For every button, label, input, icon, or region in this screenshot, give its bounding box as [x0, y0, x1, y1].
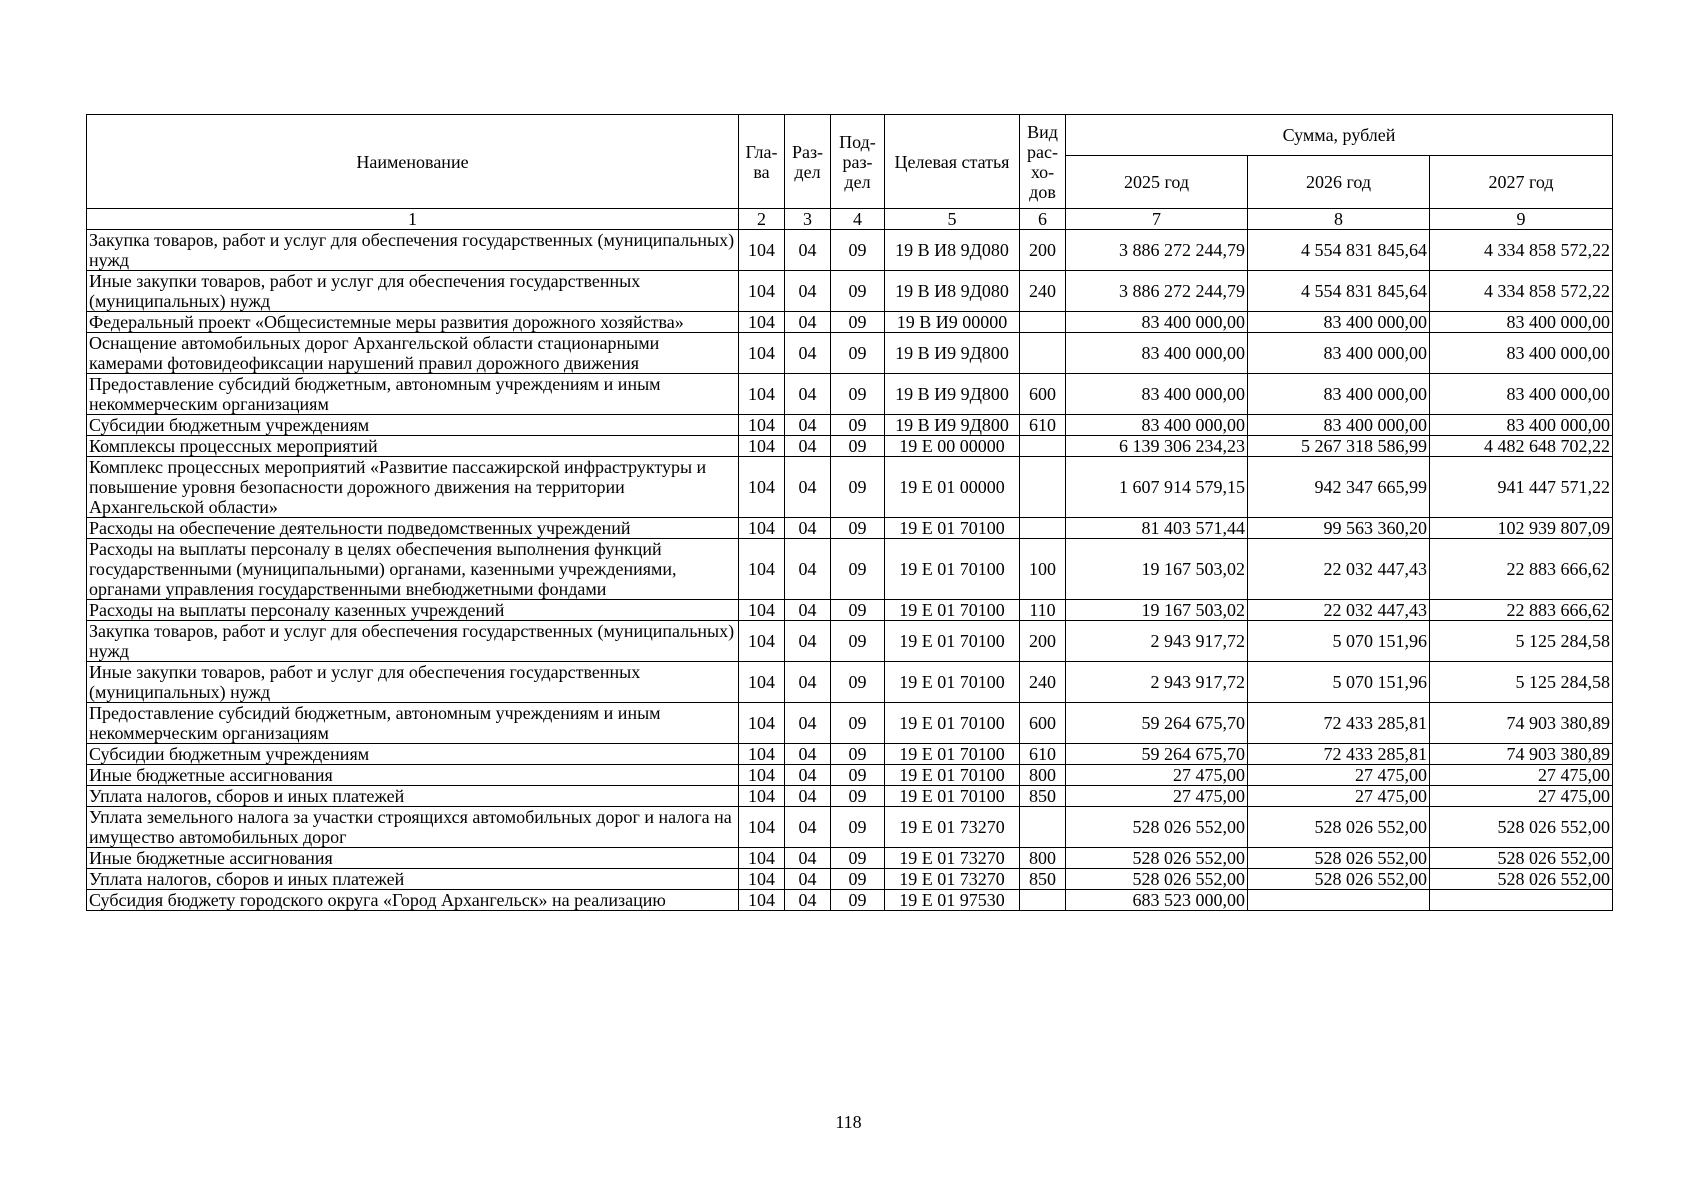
- table-row: [87, 786, 1613, 807]
- table-row: [87, 539, 1613, 600]
- cell-podrazdel: 09: [831, 703, 885, 744]
- cell-amount-2026: 27 475,00: [1248, 786, 1430, 807]
- cell-name: Оснащение автомобильных дорог Архангельской области стационарными камерами фотовидеофиксации нарушений правил дорожного движения: [87, 333, 739, 374]
- cell-podrazdel: 09: [831, 621, 885, 662]
- cell-glava: 104: [739, 869, 785, 890]
- cell-vid: 800: [1020, 765, 1066, 786]
- cell-razdel: 04: [785, 786, 831, 807]
- table-row: [87, 744, 1613, 765]
- cell-glava: 104: [739, 621, 785, 662]
- cell-glava: 104: [739, 765, 785, 786]
- cell-amount-2027: 5 125 284,58: [1430, 662, 1613, 703]
- cell-razdel: 04: [785, 621, 831, 662]
- cell-vid: [1020, 518, 1066, 539]
- cell-amount-2026: 942 347 665,99: [1248, 457, 1430, 518]
- cell-vid: 610: [1020, 415, 1066, 436]
- cell-glava: 104: [739, 539, 785, 600]
- cell-amount-2027: 941 447 571,22: [1430, 457, 1613, 518]
- cell-amount-2025: 528 026 552,00: [1066, 848, 1248, 869]
- cell-vid: 610: [1020, 744, 1066, 765]
- table-row: [87, 807, 1613, 848]
- cell-razdel: 04: [785, 518, 831, 539]
- cell-amount-2025: 27 475,00: [1066, 765, 1248, 786]
- cell-amount-2025: 3 886 272 244,79: [1066, 271, 1248, 312]
- column-number: 7: [1066, 209, 1248, 230]
- table-row: [87, 374, 1613, 415]
- cell-name: Уплата налогов, сборов и иных платежей: [87, 869, 739, 890]
- cell-vid: 200: [1020, 621, 1066, 662]
- column-number: 2: [739, 209, 785, 230]
- cell-amount-2025: 19 167 503,02: [1066, 539, 1248, 600]
- cell-statya: 19 В И8 9Д080: [885, 271, 1020, 312]
- cell-glava: 104: [739, 457, 785, 518]
- cell-name: Расходы на выплаты персоналу казенных учреждений: [87, 600, 739, 621]
- cell-amount-2026: 5 070 151,96: [1248, 662, 1430, 703]
- cell-amount-2026: 83 400 000,00: [1248, 415, 1430, 436]
- cell-statya: 19 Е 01 73270: [885, 848, 1020, 869]
- cell-podrazdel: 09: [831, 848, 885, 869]
- cell-glava: 104: [739, 374, 785, 415]
- cell-statya: 19 Е 01 70100: [885, 786, 1020, 807]
- cell-razdel: 04: [785, 600, 831, 621]
- cell-amount-2025: 59 264 675,70: [1066, 703, 1248, 744]
- cell-glava: 104: [739, 518, 785, 539]
- table-row: [87, 869, 1613, 890]
- cell-glava: 104: [739, 662, 785, 703]
- header-podrazdel: Под-раз-дел: [831, 115, 885, 209]
- column-number: 8: [1248, 209, 1430, 230]
- cell-razdel: 04: [785, 807, 831, 848]
- table-body: [87, 209, 1613, 911]
- cell-razdel: 04: [785, 539, 831, 600]
- cell-razdel: 04: [785, 703, 831, 744]
- header-glava: Гла-ва: [739, 115, 785, 209]
- cell-glava: 104: [739, 333, 785, 374]
- cell-amount-2027: 74 903 380,89: [1430, 703, 1613, 744]
- cell-vid: [1020, 807, 1066, 848]
- cell-amount-2025: 2 943 917,72: [1066, 662, 1248, 703]
- cell-amount-2027: 528 026 552,00: [1430, 848, 1613, 869]
- cell-podrazdel: 09: [831, 662, 885, 703]
- cell-amount-2025: 81 403 571,44: [1066, 518, 1248, 539]
- cell-glava: 104: [739, 703, 785, 744]
- cell-vid: 240: [1020, 271, 1066, 312]
- cell-amount-2025: 19 167 503,02: [1066, 600, 1248, 621]
- table-row: [87, 662, 1613, 703]
- cell-name: Субсидии бюджетным учреждениям: [87, 744, 739, 765]
- cell-name: Федеральный проект «Общесистемные меры развития дорожного хозяйства»: [87, 312, 739, 333]
- table-row: [87, 415, 1613, 436]
- cell-vid: 100: [1020, 539, 1066, 600]
- cell-name: Уплата земельного налога за участки строящихся автомобильных дорог и налога на имущество автомобильных дорог: [87, 807, 739, 848]
- cell-amount-2025: 3 886 272 244,79: [1066, 230, 1248, 271]
- cell-podrazdel: 09: [831, 539, 885, 600]
- cell-amount-2025: 6 139 306 234,23: [1066, 436, 1248, 457]
- cell-amount-2026: 4 554 831 845,64: [1248, 271, 1430, 312]
- table-row: [87, 600, 1613, 621]
- cell-glava: 104: [739, 271, 785, 312]
- cell-podrazdel: 09: [831, 890, 885, 911]
- table-row: [87, 333, 1613, 374]
- cell-statya: 19 Е 01 70100: [885, 744, 1020, 765]
- cell-glava: 104: [739, 312, 785, 333]
- cell-vid: 800: [1020, 848, 1066, 869]
- cell-vid: 850: [1020, 786, 1066, 807]
- table-row: [87, 703, 1613, 744]
- header-year-2026: 2026 год: [1248, 156, 1430, 209]
- cell-podrazdel: 09: [831, 518, 885, 539]
- cell-amount-2026: 5 267 318 586,99: [1248, 436, 1430, 457]
- cell-glava: 104: [739, 230, 785, 271]
- cell-name: Иные бюджетные ассигнования: [87, 765, 739, 786]
- cell-amount-2025: 83 400 000,00: [1066, 415, 1248, 436]
- cell-podrazdel: 09: [831, 457, 885, 518]
- cell-amount-2025: 1 607 914 579,15: [1066, 457, 1248, 518]
- cell-vid: 240: [1020, 662, 1066, 703]
- table-row: [87, 271, 1613, 312]
- cell-statya: 19 В И9 9Д800: [885, 374, 1020, 415]
- cell-amount-2026: 99 563 360,20: [1248, 518, 1430, 539]
- cell-amount-2025: 83 400 000,00: [1066, 374, 1248, 415]
- cell-name: Иные закупки товаров, работ и услуг для обеспечения государственных (муниципальных) нужд: [87, 662, 739, 703]
- cell-podrazdel: 09: [831, 436, 885, 457]
- cell-podrazdel: 09: [831, 786, 885, 807]
- column-number-row: [87, 209, 1613, 230]
- cell-razdel: 04: [785, 374, 831, 415]
- header-year-2027: 2027 год: [1430, 156, 1613, 209]
- cell-name: Уплата налогов, сборов и иных платежей: [87, 786, 739, 807]
- cell-name: Закупка товаров, работ и услуг для обеспечения государственных (муниципальных) нужд: [87, 621, 739, 662]
- cell-podrazdel: 09: [831, 333, 885, 374]
- cell-vid: 600: [1020, 374, 1066, 415]
- cell-statya: 19 Е 01 70100: [885, 600, 1020, 621]
- cell-podrazdel: 09: [831, 600, 885, 621]
- cell-vid: [1020, 312, 1066, 333]
- cell-name: Предоставление субсидий бюджетным, автономным учреждениям и иным некоммерческим организациям: [87, 703, 739, 744]
- cell-name: Субсидия бюджету городского округа «Город Архангельск» на реализацию: [87, 890, 739, 911]
- cell-razdel: 04: [785, 312, 831, 333]
- cell-statya: 19 Е 01 70100: [885, 703, 1020, 744]
- cell-podrazdel: 09: [831, 374, 885, 415]
- cell-amount-2027: [1430, 890, 1613, 911]
- cell-amount-2026: 83 400 000,00: [1248, 333, 1430, 374]
- cell-razdel: 04: [785, 457, 831, 518]
- column-number: 3: [785, 209, 831, 230]
- cell-amount-2027: 528 026 552,00: [1430, 807, 1613, 848]
- cell-podrazdel: 09: [831, 312, 885, 333]
- cell-razdel: 04: [785, 744, 831, 765]
- cell-razdel: 04: [785, 271, 831, 312]
- header-name: Наименование: [87, 115, 739, 209]
- cell-razdel: 04: [785, 333, 831, 374]
- cell-amount-2027: 74 903 380,89: [1430, 744, 1613, 765]
- cell-statya: 19 В И9 00000: [885, 312, 1020, 333]
- cell-statya: 19 Е 01 73270: [885, 807, 1020, 848]
- cell-amount-2026: 5 070 151,96: [1248, 621, 1430, 662]
- cell-amount-2027: 528 026 552,00: [1430, 869, 1613, 890]
- cell-amount-2025: 528 026 552,00: [1066, 869, 1248, 890]
- cell-statya: 19 Е 01 00000: [885, 457, 1020, 518]
- header-vid: Вид рас-хо-дов: [1020, 115, 1066, 209]
- column-number: 4: [831, 209, 885, 230]
- cell-amount-2026: 72 433 285,81: [1248, 703, 1430, 744]
- cell-glava: 104: [739, 436, 785, 457]
- cell-vid: [1020, 890, 1066, 911]
- cell-razdel: 04: [785, 436, 831, 457]
- table-row: [87, 621, 1613, 662]
- cell-glava: 104: [739, 848, 785, 869]
- column-number: 1: [87, 209, 739, 230]
- cell-vid: 850: [1020, 869, 1066, 890]
- cell-name: Субсидии бюджетным учреждениям: [87, 415, 739, 436]
- cell-amount-2027: 22 883 666,62: [1430, 539, 1613, 600]
- cell-razdel: 04: [785, 848, 831, 869]
- cell-amount-2026: [1248, 890, 1430, 911]
- cell-amount-2027: 4 334 858 572,22: [1430, 230, 1613, 271]
- cell-glava: 104: [739, 786, 785, 807]
- cell-name: Расходы на выплаты персоналу в целях обеспечения выполнения функций государственными (муниципальными) органами, казенными учреждениями, органами управления государственными внебюджетными фондами: [87, 539, 739, 600]
- table-row: [87, 765, 1613, 786]
- cell-amount-2027: 27 475,00: [1430, 765, 1613, 786]
- cell-glava: 104: [739, 807, 785, 848]
- cell-amount-2025: 27 475,00: [1066, 786, 1248, 807]
- table-row: [87, 230, 1613, 271]
- cell-statya: 19 Е 01 70100: [885, 662, 1020, 703]
- table-row: [87, 457, 1613, 518]
- column-number: 5: [885, 209, 1020, 230]
- table-row: [87, 890, 1613, 911]
- cell-razdel: 04: [785, 415, 831, 436]
- cell-amount-2027: 83 400 000,00: [1430, 333, 1613, 374]
- table-row: [87, 436, 1613, 457]
- cell-amount-2026: 72 433 285,81: [1248, 744, 1430, 765]
- cell-amount-2027: 5 125 284,58: [1430, 621, 1613, 662]
- cell-amount-2025: 528 026 552,00: [1066, 807, 1248, 848]
- cell-amount-2027: 4 482 648 702,22: [1430, 436, 1613, 457]
- cell-name: Закупка товаров, работ и услуг для обеспечения государственных (муниципальных) нужд: [87, 230, 739, 271]
- cell-amount-2025: 83 400 000,00: [1066, 312, 1248, 333]
- cell-statya: 19 Е 01 70100: [885, 621, 1020, 662]
- cell-amount-2026: 528 026 552,00: [1248, 807, 1430, 848]
- cell-statya: 19 Е 01 70100: [885, 518, 1020, 539]
- cell-amount-2025: 59 264 675,70: [1066, 744, 1248, 765]
- cell-name: Комплексы процессных мероприятий: [87, 436, 739, 457]
- cell-amount-2027: 27 475,00: [1430, 786, 1613, 807]
- cell-name: Комплекс процессных мероприятий «Развитие пассажирской инфраструктуры и повышение уровня безопасности дорожного движения на территории Архангельской области»: [87, 457, 739, 518]
- cell-statya: 19 В И9 9Д800: [885, 333, 1020, 374]
- cell-podrazdel: 09: [831, 807, 885, 848]
- cell-statya: 19 Е 01 70100: [885, 765, 1020, 786]
- cell-amount-2026: 528 026 552,00: [1248, 848, 1430, 869]
- cell-amount-2027: 83 400 000,00: [1430, 415, 1613, 436]
- table-row: [87, 518, 1613, 539]
- cell-glava: 104: [739, 890, 785, 911]
- header-statya: Целевая статья: [885, 115, 1020, 209]
- cell-amount-2025: 683 523 000,00: [1066, 890, 1248, 911]
- cell-amount-2027: 4 334 858 572,22: [1430, 271, 1613, 312]
- cell-vid: [1020, 457, 1066, 518]
- cell-statya: 19 Е 01 70100: [885, 539, 1020, 600]
- cell-glava: 104: [739, 744, 785, 765]
- cell-amount-2026: 22 032 447,43: [1248, 600, 1430, 621]
- header-summa: Сумма, рублей: [1066, 115, 1613, 156]
- cell-podrazdel: 09: [831, 765, 885, 786]
- cell-amount-2027: 22 883 666,62: [1430, 600, 1613, 621]
- cell-podrazdel: 09: [831, 869, 885, 890]
- cell-amount-2026: 83 400 000,00: [1248, 312, 1430, 333]
- cell-name: Иные бюджетные ассигнования: [87, 848, 739, 869]
- cell-podrazdel: 09: [831, 415, 885, 436]
- cell-podrazdel: 09: [831, 744, 885, 765]
- cell-amount-2027: 83 400 000,00: [1430, 374, 1613, 415]
- cell-name: Предоставление субсидий бюджетным, автономным учреждениям и иным некоммерческим организациям: [87, 374, 739, 415]
- cell-podrazdel: 09: [831, 271, 885, 312]
- cell-statya: 19 Е 01 73270: [885, 869, 1020, 890]
- cell-vid: 110: [1020, 600, 1066, 621]
- budget-table: [86, 114, 1613, 911]
- cell-statya: 19 Е 00 00000: [885, 436, 1020, 457]
- cell-amount-2025: 83 400 000,00: [1066, 333, 1248, 374]
- cell-name: Расходы на обеспечение деятельности подведомственных учреждений: [87, 518, 739, 539]
- cell-statya: 19 В И8 9Д080: [885, 230, 1020, 271]
- cell-amount-2026: 4 554 831 845,64: [1248, 230, 1430, 271]
- table-row: [87, 848, 1613, 869]
- cell-razdel: 04: [785, 890, 831, 911]
- cell-razdel: 04: [785, 662, 831, 703]
- column-number: 6: [1020, 209, 1066, 230]
- cell-vid: [1020, 436, 1066, 457]
- column-number: 9: [1430, 209, 1613, 230]
- cell-amount-2026: 22 032 447,43: [1248, 539, 1430, 600]
- cell-glava: 104: [739, 600, 785, 621]
- cell-statya: 19 В И9 9Д800: [885, 415, 1020, 436]
- cell-glava: 104: [739, 415, 785, 436]
- header-row-1: [87, 115, 1613, 156]
- cell-amount-2025: 2 943 917,72: [1066, 621, 1248, 662]
- cell-podrazdel: 09: [831, 230, 885, 271]
- cell-razdel: 04: [785, 230, 831, 271]
- cell-vid: 200: [1020, 230, 1066, 271]
- page-number: 118: [835, 1112, 862, 1132]
- header-razdel: Раз-дел: [785, 115, 831, 209]
- cell-razdel: 04: [785, 765, 831, 786]
- cell-name: Иные закупки товаров, работ и услуг для обеспечения государственных (муниципальных) нужд: [87, 271, 739, 312]
- cell-statya: 19 Е 01 97530: [885, 890, 1020, 911]
- cell-razdel: 04: [785, 869, 831, 890]
- header-year-2025: 2025 год: [1066, 156, 1248, 209]
- cell-vid: [1020, 333, 1066, 374]
- cell-vid: 600: [1020, 703, 1066, 744]
- cell-amount-2026: 528 026 552,00: [1248, 869, 1430, 890]
- table-row: [87, 312, 1613, 333]
- cell-amount-2027: 102 939 807,09: [1430, 518, 1613, 539]
- cell-amount-2026: 83 400 000,00: [1248, 374, 1430, 415]
- cell-amount-2027: 83 400 000,00: [1430, 312, 1613, 333]
- cell-amount-2026: 27 475,00: [1248, 765, 1430, 786]
